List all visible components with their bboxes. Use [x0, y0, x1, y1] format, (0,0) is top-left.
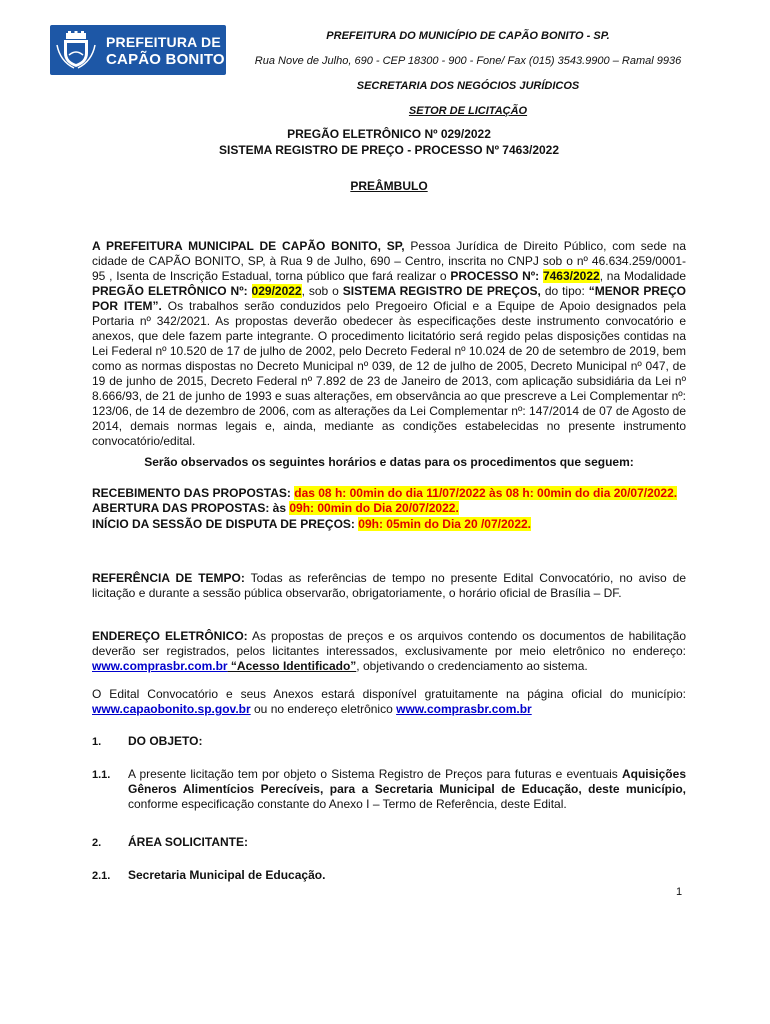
tipo-licitacao: “MENOR PREÇO POR ITEM”. [92, 284, 687, 313]
section-2-number: 2. [92, 837, 102, 849]
recebimento-dates: das 08 h: 00min do dia 11/07/2022 às 08 h: 00min do dia 20/07/2022. [294, 486, 678, 500]
pregao-label: PREGÃO ELETRÔNICO Nº: [92, 284, 252, 298]
section-2-1-text: Secretaria Municipal de Educação. [128, 868, 326, 882]
capaobonito-link[interactable]: www.capaobonito.sp.gov.br [92, 702, 251, 716]
prefeitura-logo [50, 25, 226, 75]
processo-number: 7463/2022 [542, 269, 600, 283]
comprasbr-link[interactable]: www.comprasbr.com.br [92, 659, 228, 673]
section-1-1-text: A presente licitação tem por objeto o Sistema Registro de Preços para futuras e eventuais Aquisições Gêneros Alimentícios Perecíveis, para a Secretaria Municipal de Educação, deste município, conforme especificação constante do Anexo I – Termo de Referência, deste Edital. [128, 767, 686, 811]
section-1-title: DO OBJETO: [128, 734, 203, 748]
acesso-identificado: “Acesso Identificado” [227, 659, 357, 673]
pregao-number: 029/2022 [251, 284, 302, 298]
inicio-sessao-date: 09h: 05min do Dia 20 /07/2022. [358, 517, 532, 531]
section-2-1-number: 2.1. [92, 870, 111, 882]
schedule-abertura: ABERTURA DAS PROPOSTAS: às 09h: 00min do Dia 20/07/2022. [92, 501, 459, 515]
section-1-number: 1. [92, 736, 102, 748]
header-setor: SETOR DE LICITAÇÃO [408, 105, 528, 117]
preambulo-heading: PREÂMBULO [350, 179, 428, 193]
section-1-1-number: 1.1. [92, 769, 111, 781]
intro-paragraph: A PREFEITURA MUNICIPAL DE CAPÃO BONITO, SP, Pessoa Jurídica de Direito Público, com sede na cidade de CAPÃO BONITO, SP, à Rua 9 de Julho, 690 – Centro, inscrita no CNPJ sob o nº 46.634.259/0001-95 , Isenta de Inscrição Estadual, torna público que fará realizar o PROCESSO Nº: 7463/2022, na Modalidade PREGÃO ELETRÔNICO Nº: 029/2022, sob o SISTEMA REGISTRO DE PREÇOS, do tipo: “MENOR PREÇO POR ITEM”. Os trabalhos serão conduzidos pelo Pregoeiro Oficial e a Equipe de Apoio designados pela Portaria nº 342/2021. As propostas deverão obedecer às especificações deste instrumento convocatório e anexos, que dele fazem parte integrante. O procedimento licitatório será regido pelas disposições contidas na Lei Federal nº 10.520 de 17 de julho de 2002, pelo Decreto Federal nº 10.024 de 20 de setembro de 2019, bem como as normas dispostas no Decreto Municipal nº 039, de 12 de julho de 2005, Decreto Municipal nº 047, de 19 de junho de 2015, Decreto Federal nº 7.892 de 23 de Janeiro de 2013, com aplicação subsidiária da Lei nº 8.666/93, de 21 de junho de 1993 e suas alterações, em observância ao que prescreve a Lei Complementar nº: 123/06, de 14 de dezembro de 2006, com as alterações da Lei Complementar nº: 147/2014 de 07 de Agosto de 2014, demais normas legais e, ainda, mediante as condições estabelecidas no presente instrumento convocatório/edital. [92, 239, 687, 448]
doc-title-pregao: PREGÃO ELETRÔNICO Nº 029/2022 [287, 127, 491, 141]
srp-label: SISTEMA REGISTRO DE PREÇOS, [342, 284, 541, 298]
coat-of-arms-icon [56, 31, 96, 69]
doc-title-processo: SISTEMA REGISTRO DE PREÇO - PROCESSO Nº 7463/2022 [218, 143, 560, 157]
header-municipio: PREFEITURA DO MUNICÍPIO DE CAPÃO BONITO - SP. [326, 30, 610, 42]
abertura-date: 09h: 00min do Dia 20/07/2022. [289, 501, 459, 515]
logo-line-2: CAPÃO BONITO [106, 51, 225, 68]
schedule-inicio-sessao: INÍCIO DA SESSÃO DE DISPUTA DE PREÇOS: 09h: 05min do Dia 20 /07/2022. [92, 517, 532, 531]
header-address: Rua Nove de Julho, 690 - CEP 18300 - 900 - Fone/ Fax (015) 3543.9900 – Ramal 9936 [254, 55, 682, 67]
schedule-heading: Serão observados os seguintes horários e datas para os procedimentos que seguem: [144, 455, 634, 469]
processo-label: PROCESSO Nº: [450, 269, 543, 283]
schedule-recebimento: RECEBIMENTO DAS PROPOSTAS: das 08 h: 00min do dia 11/07/2022 às 08 h: 00min do dia 20/07/2022. [92, 486, 678, 500]
header-secretaria: SECRETARIA DOS NEGÓCIOS JURÍDICOS [356, 80, 580, 92]
page-number: 1 [676, 886, 683, 898]
comprasbr-link-2[interactable]: www.comprasbr.com.br [396, 702, 532, 716]
referencia-tempo-paragraph: REFERÊNCIA DE TEMPO: Todas as referências de tempo no presente Edital Convocatório, no aviso de licitação e durante a sessão pública observarão, obrigatoriamente, o horário oficial de Brasília – DF. [92, 571, 686, 600]
endereco-eletronico-paragraph: ENDEREÇO ELETRÔNICO: As propostas de preços e os arquivos contendo os documentos de habilitação deverão ser registrados, pelos licitantes interessados, exclusivamente por meio eletrônico no endereço: www.comprasbr.com.br “Acesso Identificado”, objetivando o credenciamento ao sistema. [92, 629, 687, 673]
logo-line-1: PREFEITURA DE [106, 34, 221, 50]
prefeitura-name: A PREFEITURA MUNICIPAL DE CAPÃO BONITO, SP, [92, 239, 405, 253]
section-2-title: ÁREA SOLICITANTE: [128, 835, 248, 849]
edital-paragraph: O Edital Convocatório e seus Anexos estará disponível gratuitamente na página oficial do município: www.capaobonito.sp.gov.br ou no endereço eletrônico www.comprasbr.com.br [92, 687, 686, 716]
